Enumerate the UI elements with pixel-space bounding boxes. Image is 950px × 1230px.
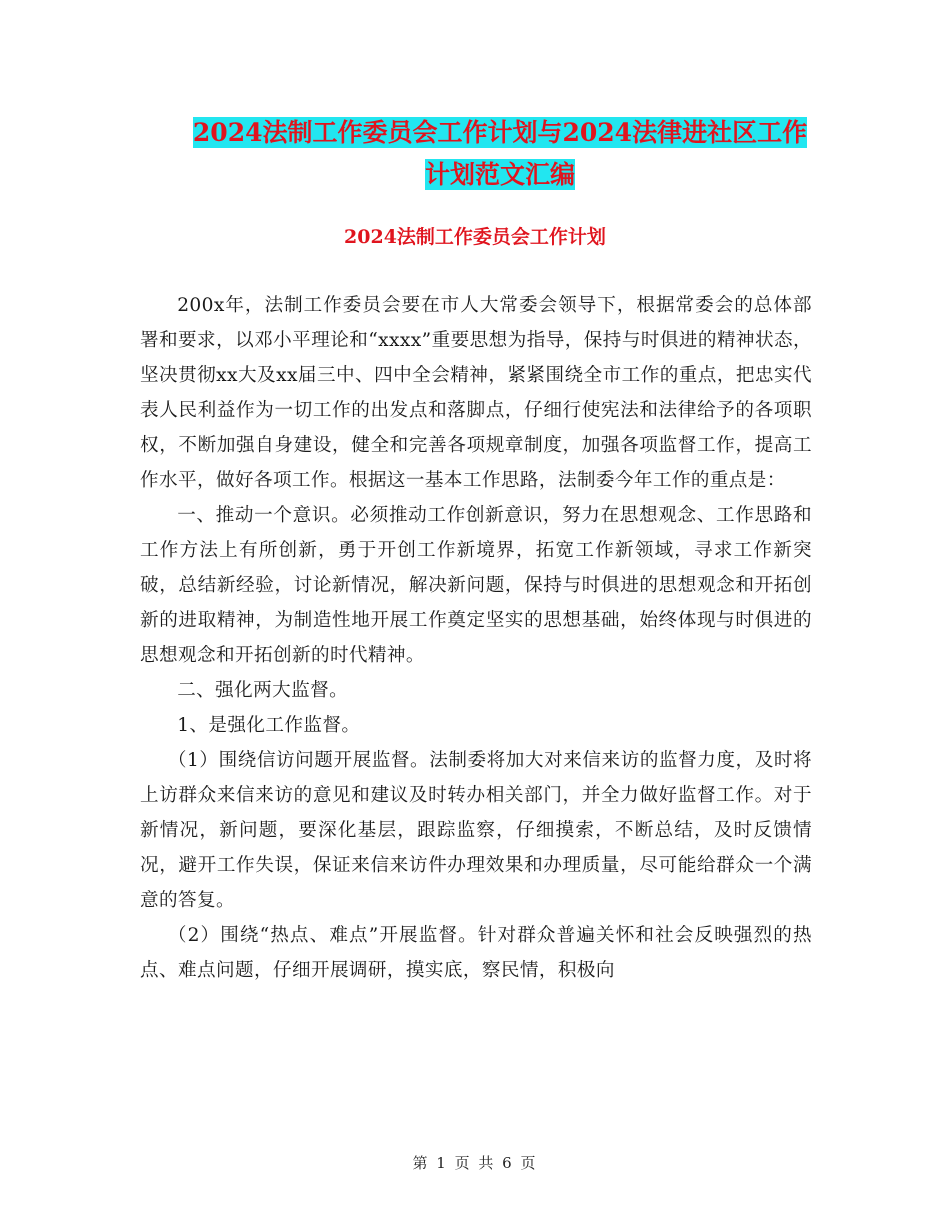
document-body xyxy=(140,288,812,988)
page-footer: 第 1 页 共 6 页 xyxy=(412,1154,538,1172)
paragraph-point-1: 一、推动一个意识。必须推动工作创新意识，努力在思想观念、工作思路和工作方法上有所创新，勇于开创工作新境界，拓宽工作新领域，寻求工作新突破，总结新经验，讨论新情况，解决新问题，保持与时俱进的思想观念和开拓创新的进取精神，为制造性地开展工作奠定坚实的思想基础，始终体现与时俱进的思想观念和开拓创新的时代精神。 xyxy=(140,505,812,666)
paragraph-sub-1: 1、是强化工作监督。 xyxy=(177,715,361,736)
document-title xyxy=(140,112,860,196)
paragraph-point-2: 二、强化两大监督。 xyxy=(177,680,349,701)
title-line-1: 2024法制工作委员会工作计划与2024法律进社区工作 xyxy=(192,118,808,147)
title-line-2: 计划范文汇编 xyxy=(424,160,575,189)
section-title: 2024法制工作委员会工作计划 xyxy=(344,226,606,248)
paragraph-sub-1-2: （2）围绕“热点、难点”开展监督。针对群众普遍关怀和社会反映强烈的热点、难点问题，仔细开展调研，摸实底，察民情，积极向 xyxy=(140,925,812,981)
paragraph-intro: 200x年，法制工作委员会要在市人大常委会领导下，根据常委会的总体部署和要求，以邓小平理论和“xxxx”重要思想为指导，保持与时俱进的精神状态，坚决贯彻xx大及xx届三中、四中全会精神，紧紧围绕全市工作的重点，把忠实代表人民利益作为一切工作的出发点和落脚点，仔细行使宪法和法律给予的各项职权，不断加强自身建设，健全和完善各项规章制度，加强各项监督工作，提高工作水平，做好各项工作。根据这一基本工作思路，法制委今年工作的重点是： xyxy=(140,295,812,491)
paragraph-sub-1-1: （1）围绕信访问题开展监督。法制委将加大对来信来访的监督力度，及时将上访群众来信来访的意见和建议及时转办相关部门，并全力做好监督工作。对于新情况，新问题，要深化基层，跟踪监察，仔细摸索，不断总结，及时反馈情况，避开工作失误，保证来信来访件办理效果和办理质量，尽可能给群众一个满意的答复。 xyxy=(140,750,812,911)
